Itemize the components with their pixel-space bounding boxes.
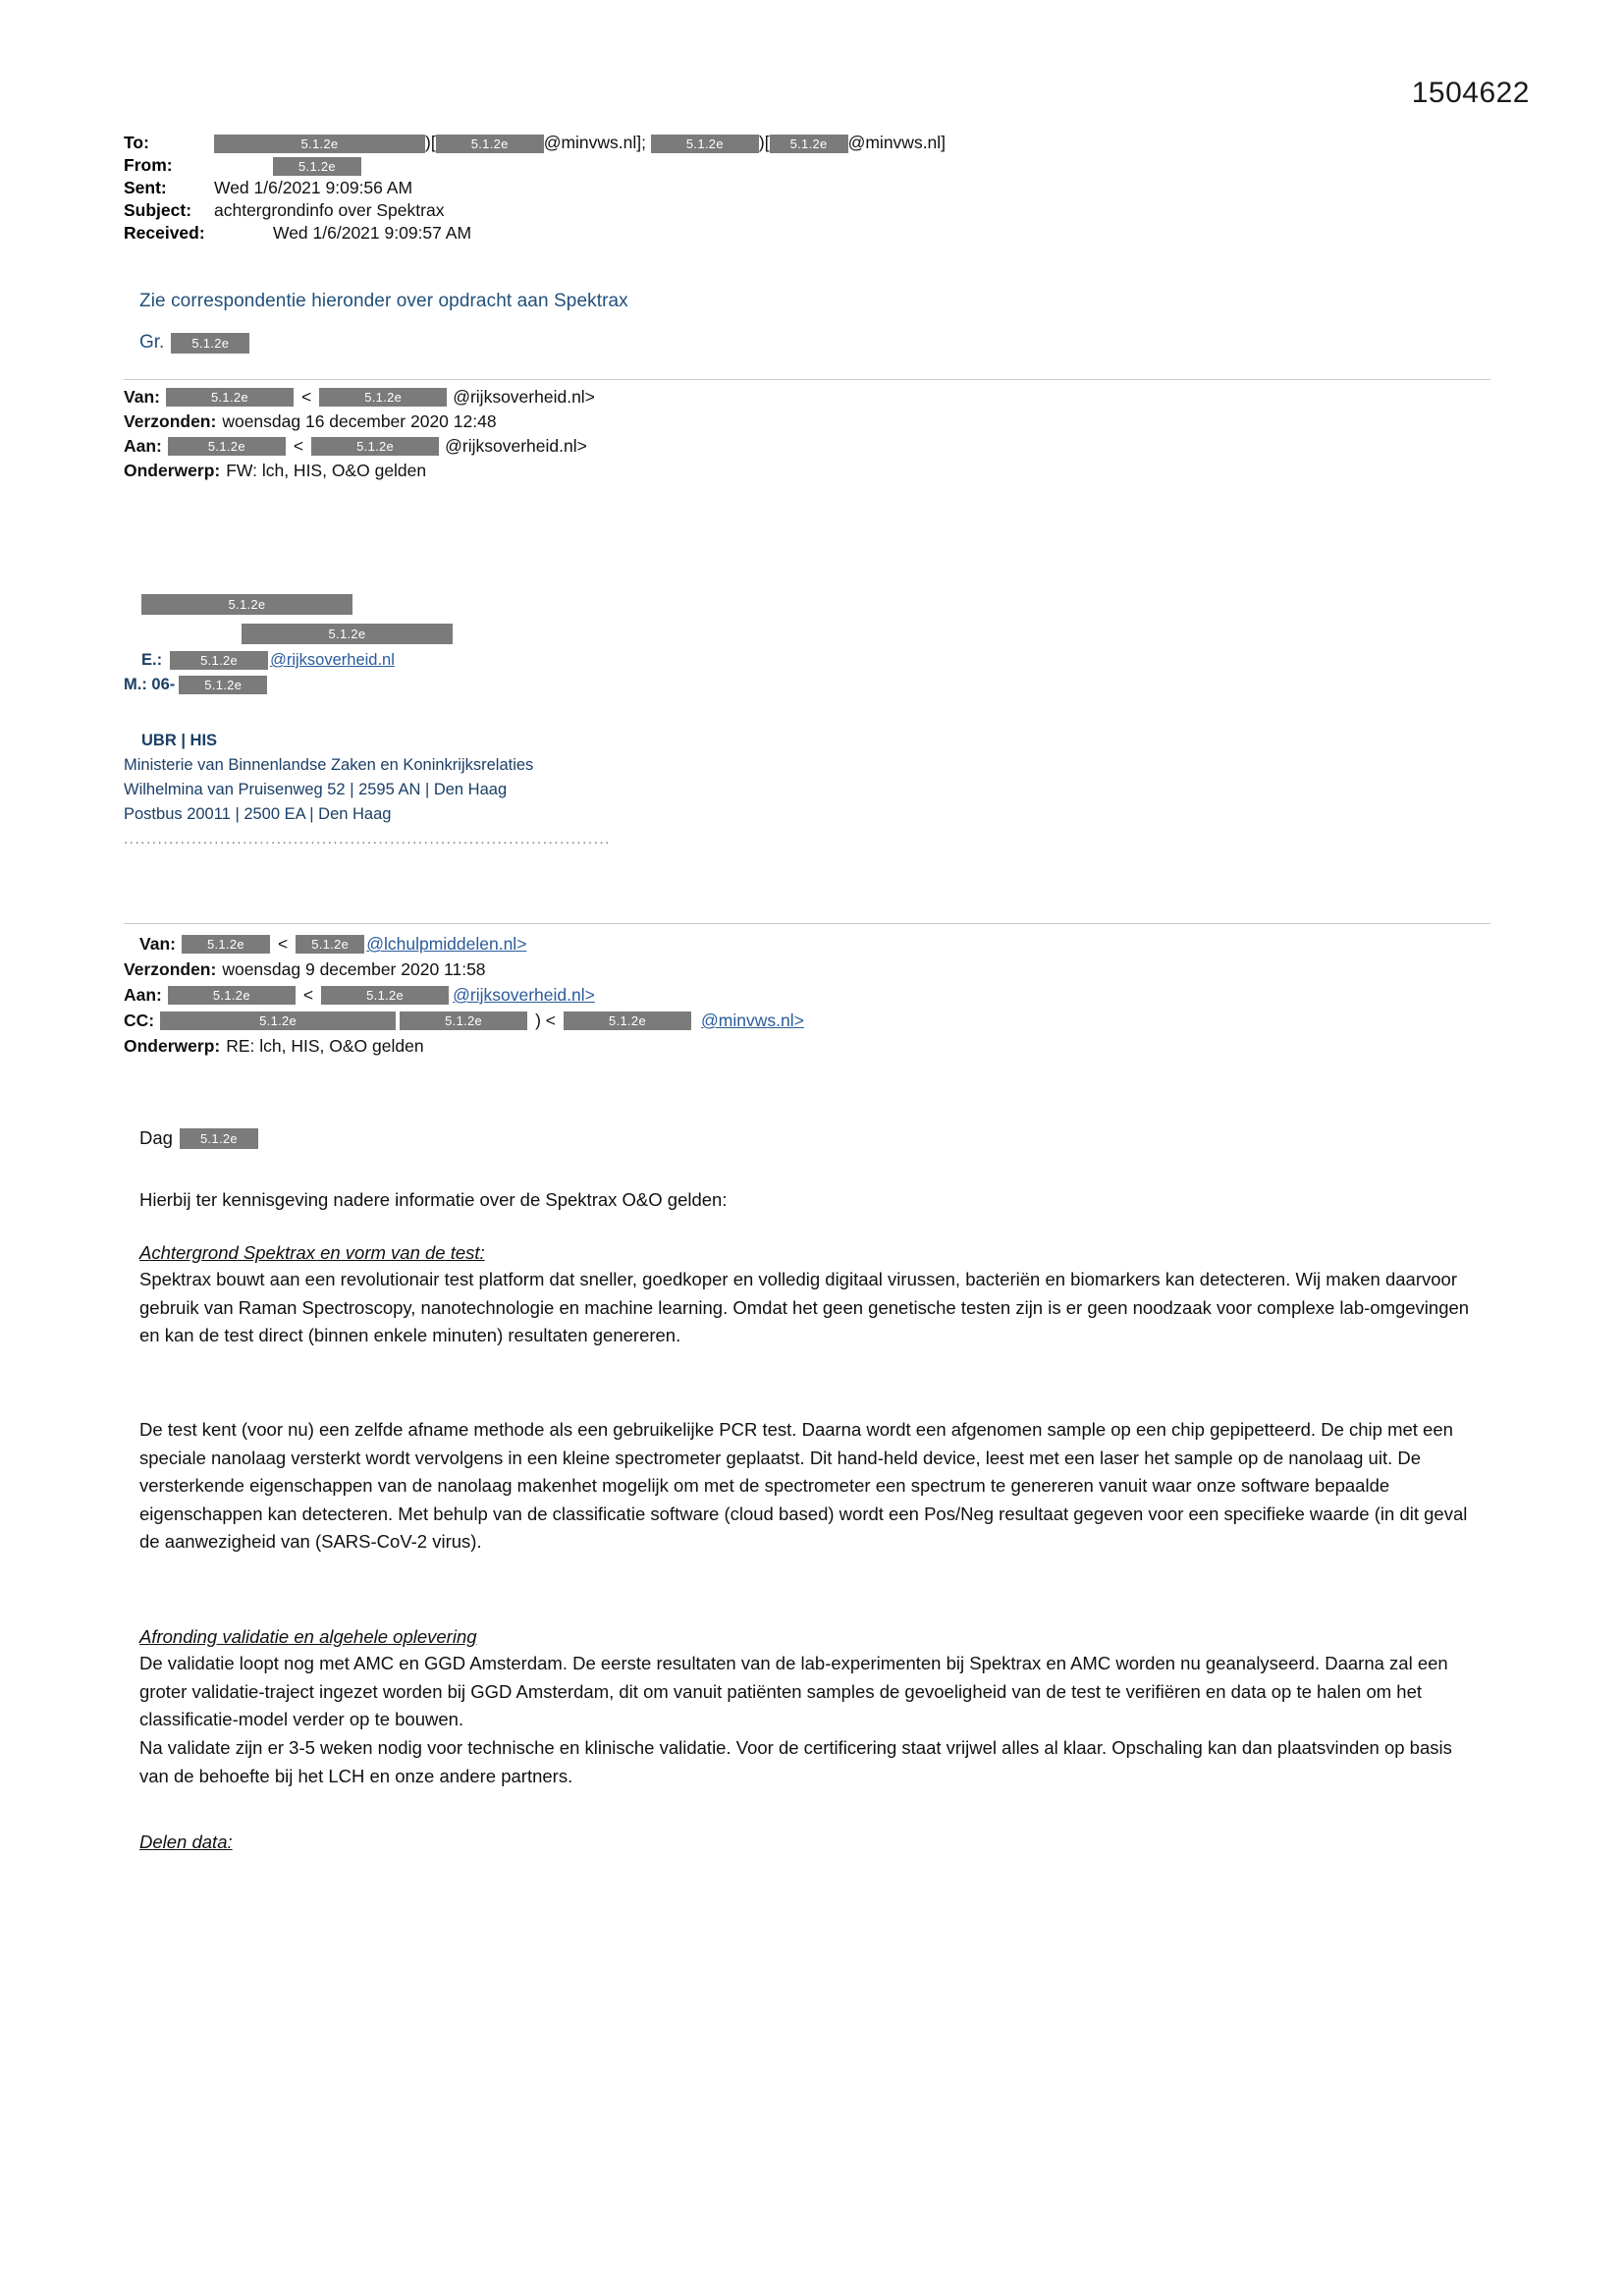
header-value-to xyxy=(214,132,946,153)
quoted2-cc-paren: ) < xyxy=(535,1011,557,1030)
quoted2-label-van: Van: xyxy=(139,934,176,954)
header-label-received: Received: xyxy=(124,223,205,243)
quoted2-lt-2: < xyxy=(302,985,314,1005)
header-row-to xyxy=(124,132,1518,153)
section-paragraph-achtergrond-2: De test kent (voor nu) een zelfde afname methode als een gebruikelijke PCR test. Daarna wordt een afgenomen sample op een chip gepipetteerd. De chip met een speciale nanolaag versterkt wordt vervolgens in een kleine spectrometer geplaatst. Dit hand-held device, leest met een laser het sample op de nanolaag uit. De versterkende eigenschappen van de nanolaag makenhet mogelijk om met de spectrometer een spectrum te genereren vanuit waar onze software bepaalde eigenschappen kan detecteren. Met behulp van de classificatie software (cloud based) wordt een Pos/Neg resultaat gegeven voor een specifieke waarde (in dit geval de aanwezigheid van (SARS-CoV-2 virus). xyxy=(139,1419,1468,1552)
quoted1-label-verzonden: Verzonden: xyxy=(124,411,217,431)
header-label-sent: Sent: xyxy=(124,178,167,197)
signature-ministry: Ministerie van Binnenlandse Zaken en Koninkrijksrelaties xyxy=(124,756,534,774)
section-paragraph-afronding-1: De validatie loopt nog met AMC en GGD Amsterdam. De eerste resultaten van de lab-experimenten bij Spektrax en AMC worden nu geanalyseerd. Daarna zal een groter validatie-traject ingezet worden bij GGD Amsterdam, dit om vanuit patiënten samples de gevoeligheid van de test te verifiëren en data op te halen om het classificatie-model verder op te bouwen. xyxy=(139,1653,1448,1729)
redaction-box: 5.1.2e xyxy=(651,135,759,153)
to-domain-2: @minvws.nl] xyxy=(847,133,947,152)
signature-address-2: Postbus 20011 | 2500 EA | Den Haag xyxy=(124,805,392,823)
signature-email-domain[interactable]: @rijksoverheid.nl xyxy=(270,651,395,669)
quoted1-van-domain: @rijksoverheid.nl> xyxy=(453,387,595,407)
divider-2 xyxy=(124,923,1490,924)
quoted2-row-cc xyxy=(124,1008,804,1033)
signature-org-row xyxy=(124,729,611,753)
redaction-box: 5.1.2e xyxy=(770,135,848,153)
redaction-box: 5.1.2e xyxy=(171,333,249,354)
quoted1-row-verzonden xyxy=(124,410,595,434)
section-heading-delen-data: Delen data: xyxy=(139,1831,233,1852)
document-id: 1504622 xyxy=(1411,77,1530,109)
redaction-box: 5.1.2e xyxy=(273,157,361,176)
quoted1-row-van xyxy=(124,385,595,410)
greeting-row xyxy=(139,1127,258,1149)
quoted2-label-aan: Aan: xyxy=(124,985,162,1005)
redaction-box: 5.1.2e xyxy=(168,437,286,456)
header-label-from: From: xyxy=(124,155,173,175)
signature-email-row xyxy=(124,648,611,673)
quoted2-lt-1: < xyxy=(277,934,289,954)
redaction-box: 5.1.2e xyxy=(311,437,439,456)
quoted1-label-aan: Aan: xyxy=(124,436,162,456)
quoted1-row-aan xyxy=(124,434,595,459)
header-row-sent xyxy=(124,177,1518,198)
quoted2-label-verzonden: Verzonden: xyxy=(124,959,217,979)
quoted2-label-onderwerp: Onderwerp: xyxy=(124,1036,221,1056)
quoted1-value-onderwerp: FW: lch, HIS, O&O gelden xyxy=(226,461,427,480)
quoted1-lt-1: < xyxy=(300,387,312,407)
section-paragraph-achtergrond-1: Spektrax bouwt aan een revolutionair test platform dat sneller, goedkoper en volledig digitaal virussen, bacteriën en biomarkers kan detecteren. Wij maken daarvoor gebruik van Raman Spectroscopy, nanotechnologie en machine learning. Omdat het geen genetische testen zijn is er geen noodzaak voor complexe lab-omgevingen en kan de test direct (binnen enkele minuten) resultaten genereren. xyxy=(139,1269,1470,1345)
quoted2-row-onderwerp xyxy=(124,1033,804,1059)
quoted2-row-aan xyxy=(124,982,804,1008)
header-row-received xyxy=(124,222,1518,244)
quoted1-row-onderwerp xyxy=(124,459,595,483)
redaction-box: 5.1.2e xyxy=(160,1011,396,1030)
intro-line: Zie correspondentie hieronder over opdracht aan Spektrax xyxy=(139,291,628,311)
quoted-header-1 xyxy=(124,385,595,483)
signature-mobile-row xyxy=(124,673,611,697)
redaction-box: 5.1.2e xyxy=(214,135,425,153)
redaction-box: 5.1.2e xyxy=(436,135,544,153)
redaction-box: 5.1.2e xyxy=(170,651,268,670)
to-domain-1: @minvws.nl]; xyxy=(543,133,647,152)
redaction-box: 5.1.2e xyxy=(296,935,364,954)
header-label-to: To: xyxy=(124,133,149,152)
quoted2-label-cc: CC: xyxy=(124,1011,155,1030)
section-paragraph-afronding-2: Na validate zijn er 3-5 weken nodig voor technische en klinische validatie. Voor de certificering staat vrijwel alles al klaar. Opschaling kan dan plaatsvinden op basis van de behoefte bij het LCH en onze andere partners. xyxy=(139,1737,1452,1786)
header-value-subject: achtergrondinfo over Spektrax xyxy=(214,200,445,220)
redaction-box: 5.1.2e xyxy=(180,1128,258,1149)
signature-email-label: E.: xyxy=(141,651,163,669)
redaction-box: 5.1.2e xyxy=(321,986,449,1005)
signature-spacer xyxy=(124,697,611,729)
quoted2-van-link[interactable]: @lchulpmiddelen.nl> xyxy=(366,934,527,954)
quoted-header-2 xyxy=(124,931,804,1059)
signature-address1-row xyxy=(124,778,611,802)
quoted1-label-van: Van: xyxy=(124,387,160,407)
signature-mobile-label: M.: 06- xyxy=(124,676,176,693)
quoted2-row-verzonden xyxy=(124,957,804,982)
to-separator-2: )[ xyxy=(758,133,770,152)
redaction-box: 5.1.2e xyxy=(168,986,296,1005)
greeting-short-label: Gr. xyxy=(139,332,165,353)
quoted1-aan-domain: @rijksoverheid.nl> xyxy=(445,436,587,456)
quoted1-label-onderwerp: Onderwerp: xyxy=(124,461,221,480)
divider-1 xyxy=(124,379,1490,380)
redaction-box: 5.1.2e xyxy=(319,388,447,407)
section-heading-afronding: Afronding validatie en algehele oplevering xyxy=(139,1626,477,1647)
signature-function-row xyxy=(124,619,611,648)
quoted2-aan-link[interactable]: @rijksoverheid.nl> xyxy=(453,985,595,1005)
quoted2-value-verzonden: woensdag 9 december 2020 11:58 xyxy=(222,959,486,979)
signature-name-row xyxy=(124,589,611,619)
header-value-received: Wed 1/6/2021 9:09:57 AM xyxy=(273,223,472,243)
redaction-box: 5.1.2e xyxy=(166,388,294,407)
header-value-sent: Wed 1/6/2021 9:09:56 AM xyxy=(214,178,413,197)
redaction-box: 5.1.2e xyxy=(141,594,352,615)
quoted2-row-van xyxy=(124,931,804,957)
redaction-box: 5.1.2e xyxy=(242,624,453,644)
quoted2-cc-link[interactable]: @minvws.nl> xyxy=(701,1011,804,1030)
header-label-subject: Subject: xyxy=(124,200,192,220)
email-header xyxy=(124,132,1518,245)
signature-address2-row xyxy=(124,802,611,827)
redaction-box: 5.1.2e xyxy=(400,1011,527,1030)
quoted2-value-onderwerp: RE: lch, HIS, O&O gelden xyxy=(226,1036,424,1056)
header-row-from xyxy=(124,154,1518,176)
signature-address-1: Wilhelmina van Pruisenweg 52 | 2595 AN | Den Haag xyxy=(124,781,508,798)
greeting-short-row xyxy=(139,332,249,354)
header-value-from xyxy=(214,154,361,176)
greeting-label: Dag xyxy=(139,1127,173,1148)
signature-block xyxy=(124,589,611,851)
redaction-box: 5.1.2e xyxy=(179,676,267,694)
section-heading-achtergrond: Achtergrond Spektrax en vorm van de test: xyxy=(139,1242,485,1263)
notice-paragraph: Hierbij ter kennisgeving nadere informatie over de Spektrax O&O gelden: xyxy=(139,1189,728,1210)
signature-divider-row xyxy=(124,827,611,851)
header-row-subject xyxy=(124,199,1518,221)
redaction-box: 5.1.2e xyxy=(564,1011,691,1030)
signature-dotted-divider: ...................................................................................... xyxy=(124,831,612,847)
signature-ministry-row xyxy=(124,753,611,778)
redaction-box: 5.1.2e xyxy=(182,935,270,954)
signature-org: UBR | HIS xyxy=(141,732,218,749)
to-separator-1: )[ xyxy=(425,133,436,152)
quoted1-value-verzonden: woensdag 16 december 2020 12:48 xyxy=(222,411,497,431)
quoted1-lt-2: < xyxy=(293,436,304,456)
